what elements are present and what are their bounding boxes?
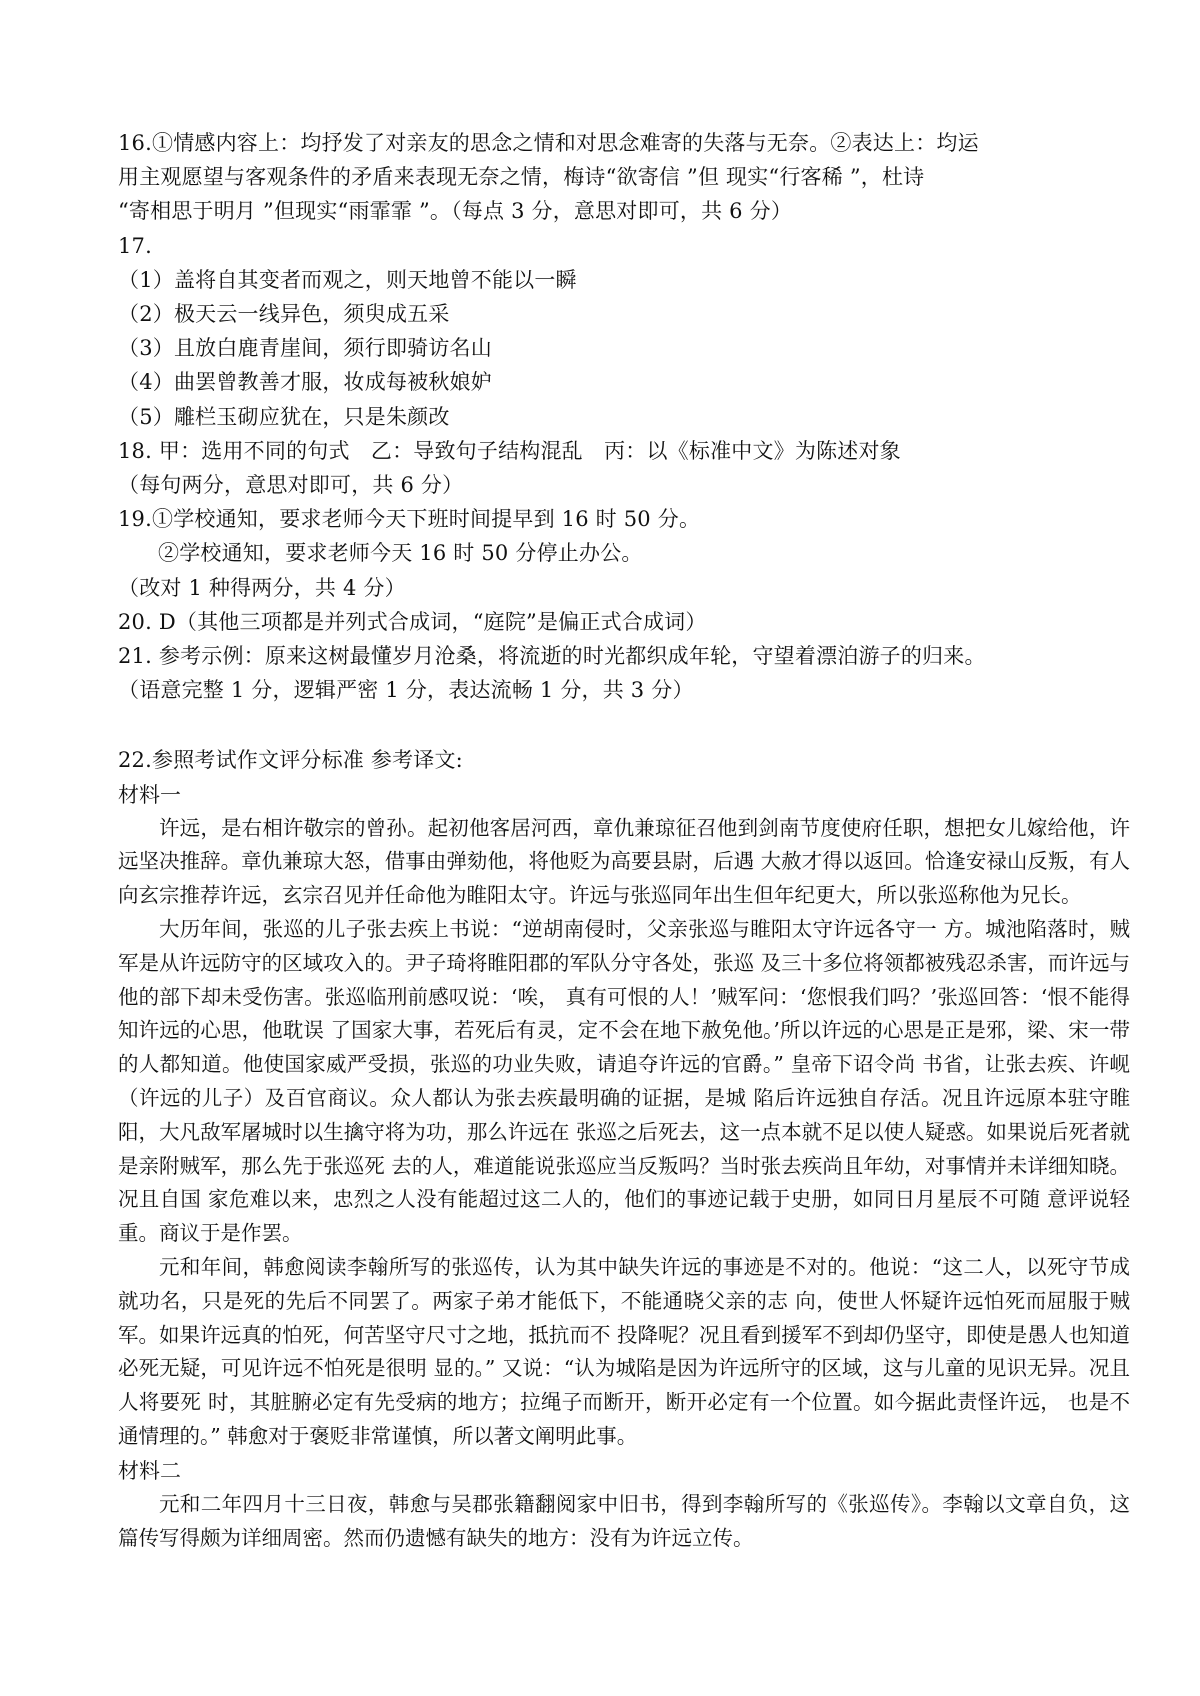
material-1-paragraph: 许远，是右相许敬宗的曾孙。起初他客居河西，章仇兼琼征召他到剑南节度使府任职，想把女儿嫁给他，许远坚决推辞。章仇兼琼大怒，借事由弹劾他，将他贬为高要县尉，后遇 大赦才得以返回。恰逢安禄山反叛，有人向玄宗推荐许远，玄宗召见并任命他为睢阳太守。许远与张巡同年出生但年纪更大，所以张巡称他为兄长。 <box>118 815 1130 908</box>
answer-19-line: （改对 1 种得两分，共 4 分） <box>118 575 406 600</box>
answer-16-line: 用主观愿望与客观条件的矛盾来表现无奈之情，梅诗“欲寄信 ”但 现实“行客稀 ”，杜诗 <box>118 165 925 190</box>
answer-16-line: 16.①情感内容上：均抒发了对亲友的思念之情和对思念难寄的失落与无奈。②表达上：均运 <box>118 131 979 155</box>
answer-16 <box>118 126 1130 229</box>
answer-17-item: （2）极天云一线异色，须臾成五采 <box>118 302 450 327</box>
material-1-paragraph: 元和年间，韩愈阅读李翰所写的张巡传，认为其中缺失许远的事迹是不对的。他说：“这二人，以死守节成就功名，只是死的先后不同罢了。两家子弟才能低下，不能通晓父亲的志 向，使世人怀疑许远怕死而屈服于贼军。如果许远真的怕死，何苦坚守尺寸之地，抵抗而不 投降呢？况且看到援军不到却仍坚守，即使是愚人也知道必死无疑，可见许远不怕死是很明 显的。” 又说：“认为城陷是因为许远所守的区域，这与儿童的见识无异。况且人将要死 时，其脏腑必定有先受病的地方；拉绳子而断开，断开必定有一个位置。如今据此责怪许远， 也是不通情理的。” 韩愈对于褒贬非常谨慎，所以著文阐明此事。 <box>118 1255 1130 1448</box>
answer-20: 20. D（其他三项都是并列式合成词，“庭院”是偏正式合成词） <box>118 609 707 634</box>
answer-21 <box>118 639 1130 707</box>
answer-16-line: “寄相思于明月 ”但现实“雨霏霏 ”。（每点 3 分，意思对即可，共 6 分） <box>118 199 793 224</box>
answer-17-label: 17. <box>118 233 152 258</box>
answer-17-item: （4）曲罢曾教善才服，妆成每被秋娘妒 <box>118 370 492 395</box>
section-spacer <box>118 707 1130 743</box>
answer-22: 22.参照考试作文评分标准 参考译文: <box>118 748 463 773</box>
answer-18 <box>118 434 1130 502</box>
answer-21-line: （语意完整 1 分，逻辑严密 1 分，表达流畅 1 分，共 3 分） <box>118 678 694 703</box>
material-2-paragraph: 元和二年四月十三日夜，韩愈与吴郡张籍翻阅家中旧书，得到李翰所写的《张巡传》。李翰以文章自负，这篇传写得颇为详细周密。然而仍遗憾有缺失的地方：没有为许远立传。 <box>118 1491 1130 1550</box>
answer-18-line: （每句两分，意思对即可，共 6 分） <box>118 473 464 498</box>
answer-17-item: （1）盖将自其变者而观之，则天地曾不能以一瞬 <box>118 267 577 292</box>
material-1-title: 材料一 <box>118 782 181 807</box>
material-2-title: 材料二 <box>118 1458 181 1483</box>
answer-19-line: ②学校通知，要求老师今天 16 时 50 分停止办公。 <box>158 541 643 566</box>
answer-17-item: （3）且放白鹿青崖间，须行即骑访名山 <box>118 336 492 361</box>
answer-17 <box>118 229 1130 434</box>
answer-19 <box>118 502 1130 605</box>
answer-18-line: 18. 甲：选用不同的句式 乙：导致句子结构混乱 丙：以《标准中文》为陈述对象 <box>118 438 901 463</box>
answer-21-line: 21. 参考示例：原来这树最懂岁月沧桑，将流逝的时光都织成年轮，守望着漂泊游子的归来。 <box>118 644 986 669</box>
answer-19-line: 19.①学校通知，要求老师今天下班时间提早到 16 时 50 分。 <box>118 507 701 532</box>
answer-17-item: （5）雕栏玉砌应犹在，只是朱颜改 <box>118 404 450 429</box>
material-1-paragraph: 大历年间，张巡的儿子张去疾上书说：“逆胡南侵时，父亲张巡与睢阳太守许远各守一 方。城池陷落时，贼军是从许远防守的区域攻入的。尹子琦将睢阳郡的军队分守各处，张巡 及三十多位将领都被残忍杀害，而许远与他的部下却未受伤害。张巡临刑前感叹说：‘唉， 真有可恨的人！’贼军问：‘您恨我们吗？’张巡回答：‘恨不能得知许远的心思，他耽误 了国家大事，若死后有灵，定不会在地下赦免他。’所以许远的心思是正是邪，梁、宋一带 的人都知道。他使国家威严受损，张巡的功业失败，请追夺许远的官爵。” 皇帝下诏令尚 书省，让张去疾、许岘（许远的儿子）及百官商议。众人都认为张去疾最明确的证据，是城 陷后许远独自存活。况且许远原本驻守睢阳，大凡敌军屠城时以生擒守将为功，那么许远在 张巡之后死去，这一点本就不足以使人疑惑。如果说后死者就是亲附贼军，那么先于张巡死 去的人，难道能说张巡应当反叛吗？当时张去疾尚且年幼，对事情并未详细知晓。况且自国 家危难以来，忠烈之人没有能超过这二人的，他们的事迹记载于史册，如同日月星辰不可随 意评说轻重。商议于是作罢。 <box>118 917 1130 1246</box>
